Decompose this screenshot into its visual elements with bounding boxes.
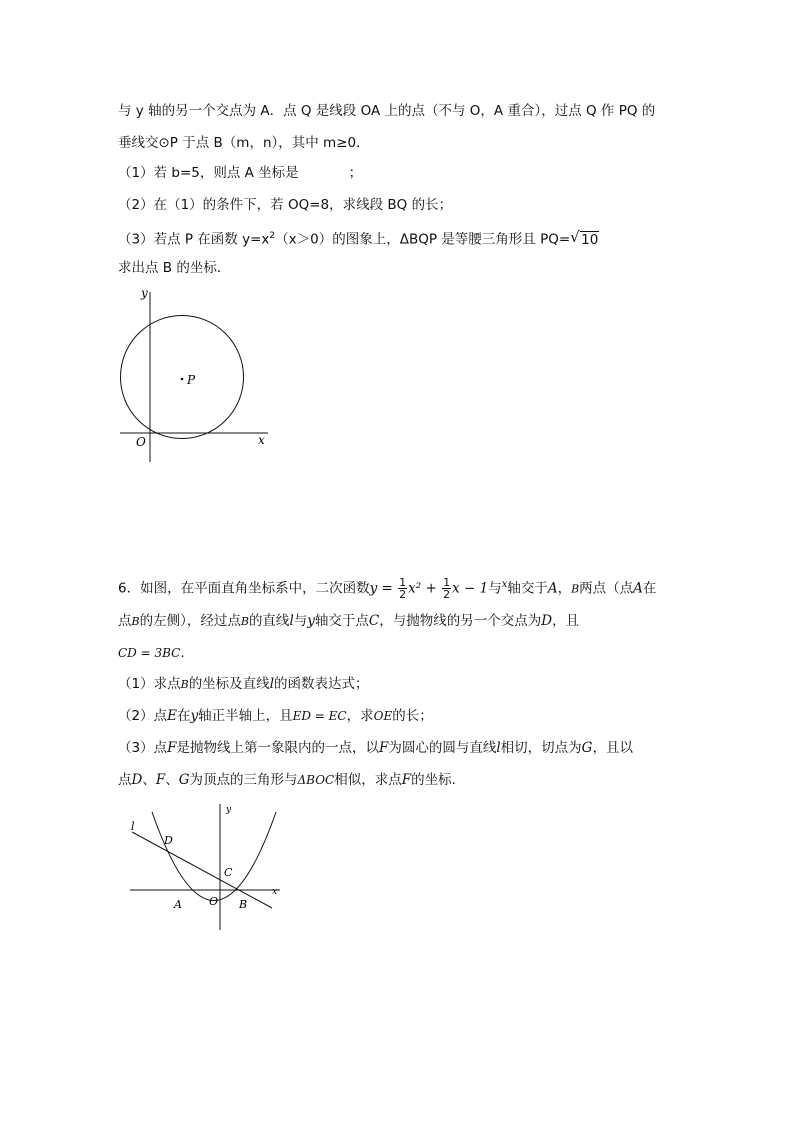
p6-l1-plus: +: [421, 580, 442, 597]
p6-parabola-figure: [122, 802, 282, 932]
p6-question1: （1）求点B的坐标及直线l的函数表达式；: [118, 676, 369, 692]
p6-l1-x: x: [452, 580, 460, 597]
p6-D-label: D: [164, 834, 173, 847]
p5-center-label: P: [187, 373, 196, 387]
p6-line-l: [132, 832, 272, 908]
p5-q3-b: （x＞0）的图象上，ΔBQP 是等腰三角形且 PQ=: [275, 231, 571, 248]
p5-question1: [118, 163, 362, 183]
p5-question3: [118, 226, 599, 250]
p6-l1-minus1: − 1: [459, 580, 489, 597]
p6-l1-eq: =: [377, 580, 398, 597]
p5-origin-label: O: [136, 435, 146, 449]
p6-C-label: C: [224, 866, 233, 879]
p6-A-label: A: [174, 898, 182, 911]
p6-x-label: x: [272, 887, 278, 897]
p5-q3-sup: 2: [269, 231, 276, 241]
p6-y-label: y: [226, 805, 232, 815]
p5-y-label: y: [141, 286, 148, 300]
p6-line3: CD = 3BC.: [118, 645, 185, 661]
p6-question3-line2: 点D、F、G为顶点的三角形与ΔBOC相似，求点F的坐标.: [118, 772, 456, 788]
p5-center-dot: [181, 378, 184, 381]
p5-x-label: x: [258, 433, 265, 447]
p5-circle-figure: [110, 282, 280, 467]
p5-question3-line2: 求出点 B 的坐标．: [118, 260, 231, 276]
p6-question3: （3）点F是抛物线上第一象限内的一点，以F为圆心的圆与直线l相切，切点为G，且以: [118, 740, 633, 756]
p6-l-label: l: [131, 820, 135, 833]
p6-frac-1: $\frac{1}{2}$: [399, 576, 407, 601]
p5-q1-end: ；: [348, 165, 363, 181]
p6-l1-text: 6．如图，在平面直角坐标系中，二次函数: [118, 580, 370, 597]
p5-q1-text: （1）若 b=5，则点 A 坐标是: [118, 165, 299, 181]
p6-parabola: [152, 812, 276, 901]
p5-circle: [121, 316, 244, 439]
p5-q3-a: （3）若点 P 在函数 y=x: [118, 231, 270, 248]
p6-cd-eq: CD = 3BC: [118, 646, 181, 660]
p6-l1-x2: x²: [408, 580, 422, 597]
p6-line1: 6．如图，在平面直角坐标系中，二次函数y = $\frac{1}{2}$ x² + $\frac{1}{2}$ x − 1与$^x$轴交于A，B两点（点A在: [118, 576, 657, 601]
sqrt-symbol: √ 10: [570, 227, 599, 248]
p5-line2: 垂线交⊙P 于点 B（m，n），其中 m≥0．: [118, 135, 370, 151]
p5-question2: （2）在（1）的条件下，若 OQ=8，求线段 BQ 的长；: [118, 197, 453, 213]
p6-line2: 点B的左侧），经过点B的直线l与y轴交于点C，与抛物线的另一个交点为D，且: [118, 613, 580, 629]
p6-O-label: O: [209, 895, 219, 908]
p6-question2: （2）点E在y轴正半轴上，且ED = EC，求OE的长；: [118, 708, 433, 724]
p6-l1-y: y: [369, 580, 378, 597]
p6-frac-2: $\frac{1}{2}$: [443, 576, 451, 601]
p6-B-label: B: [239, 898, 248, 911]
p5-q3-sqrt: 10: [581, 231, 599, 248]
p5-line1: 与 y 轴的另一个交点为 A．点 Q 是线段 OA 上的点（不与 O，A 重合），过点 Q 作 PQ 的: [118, 103, 656, 119]
